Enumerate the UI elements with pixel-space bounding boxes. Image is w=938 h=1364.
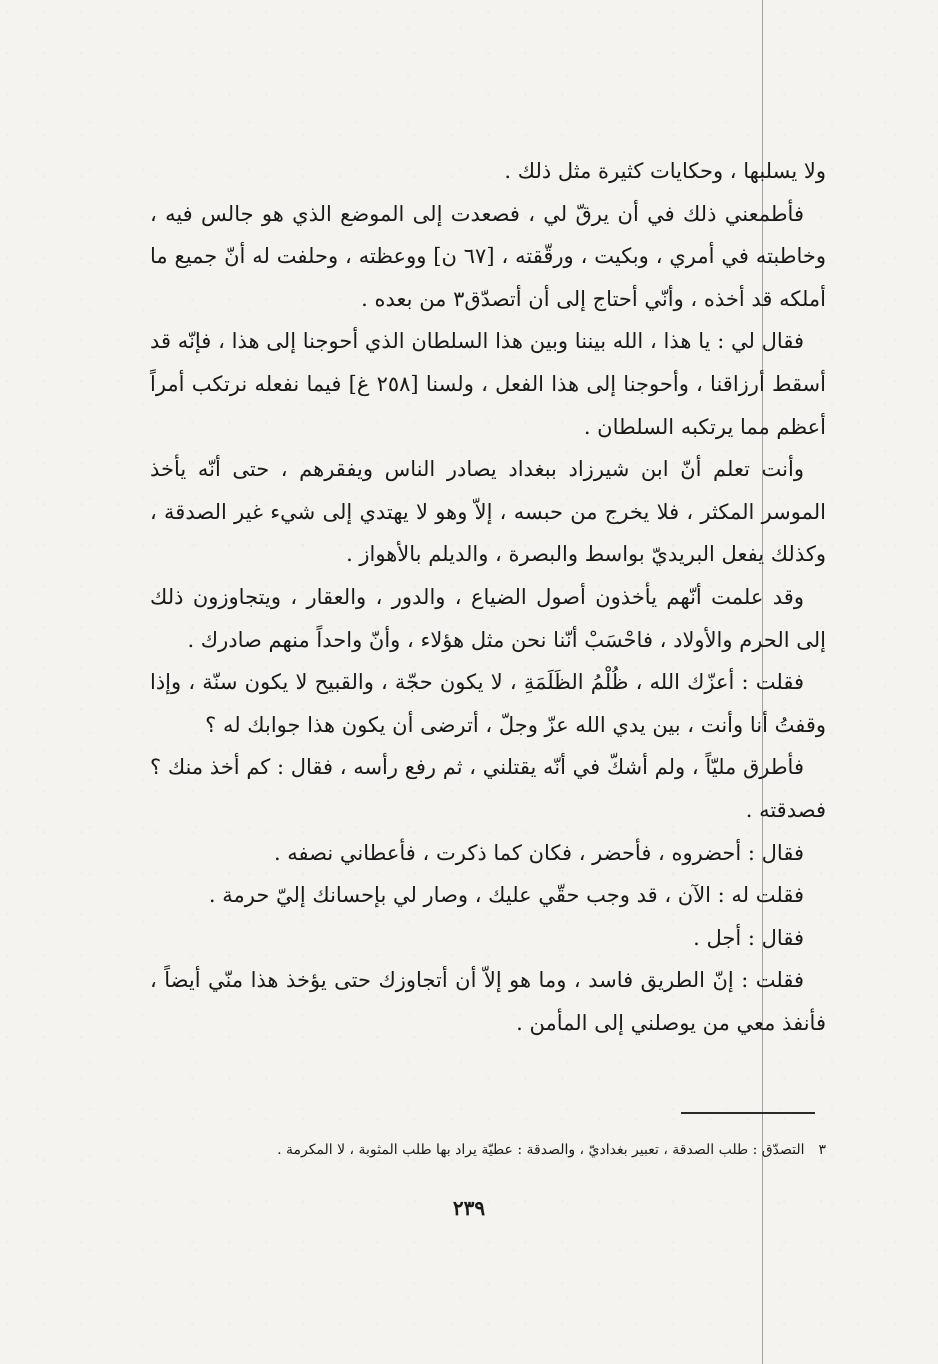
main-text-block [150,150,826,1044]
footnote-number: ٣ [818,1142,826,1158]
footnote-text: التصدّق : طلب الصدقة ، تعبير بغداديّ ، والصدقة : عطيّة يراد بها طلب المثوبة ، لا المكرمة . [277,1142,805,1158]
paragraph-2: فأطمعني ذلك في أن يرقّ لي ، فصعدت إلى الموضع الذي هو جالس فيه ، وخاطبته في أمري ، وبكيت ، ورقّقته ، [٦٧ ن] ووعظته ، وحلفت له أنّ جميع ما أملكه قد أخذه ، وأنّي أحتاج إلى أن أتصدّق٣ من بعده . [150,201,826,311]
paragraph-7: فأطرق مليّاً ، ولم أشكّ في أنّه يقتلني ، ثم رفع رأسه ، فقال : كم أخذ منك ؟ فصدقته . [150,755,826,822]
page-number: ٢٣٩ [452,1196,486,1220]
paragraph-10: فقال : أجل . [693,925,804,950]
paragraph-11: فقلت : إنّ الطريق فاسد ، وما هو إلاّ أن أتجاوزك حتى يؤخذ هذا منّي أيضاً ، فأنفذ معي من يوصلني إلى المأمن . [150,968,826,1035]
paragraph-8: فقال : أحضروه ، فأحضر ، فكان كما ذكرت ، فأعطاني نصفه . [273,840,804,865]
footnote-separator [681,1112,815,1114]
paragraph-5: وقد علمت أنّهم يأخذون أصول الضياع ، والدور ، والعقار ، ويتجاوزون ذلك إلى الحرم والأولاد ، فاحْسَبْ أنّنا نحن مثل هؤلاء ، وأنّ واحداً منهم صادرك . [150,584,826,652]
paragraph-9: فقلت له : الآن ، قد وجب حقّي عليك ، وصار لي بإحسانك إليّ حرمة . [208,883,804,908]
paragraph-1: ولا يسلبها ، وحكايات كثيرة مثل ذلك . [504,159,826,183]
paragraph-3: فقال لي : يا هذا ، الله بيننا وبين هذا السلطان الذي أحوجنا إلى هذا ، فإنّه قد أسقط أرزاقنا ، وأحوجنا إلى هذا الفعل ، ولسنا [٢٥٨ غ] فيما نفعله نرتكب أمراً أعظم مما يرتكبه السلطان . [150,329,826,439]
paragraph-4: وأنت تعلم أنّ ابن شيرزاد ببغداد يصادر الناس ويفقرهم ، حتى أنّه يأخذ الموسر المكثر ، فلا يخرج من حبسه ، إلاّ وهو لا يهتدي إلى شيء غير الصدقة ، وكذلك يفعل البريديّ بواسط والبصرة ، والديلم بالأهواز . [150,457,826,567]
paragraph-6: فقلت : أعزّك الله ، ظُلْمُ الظَلَمَةِ ، لا يكون حجّة ، والقبيح لا يكون سنّة ، وإذا وقفتُ أنا وأنت ، بين يدي الله عزّ وجلّ ، أترضى أن يكون هذا جوابك له ؟ [150,670,826,737]
footnote [150,1136,826,1164]
